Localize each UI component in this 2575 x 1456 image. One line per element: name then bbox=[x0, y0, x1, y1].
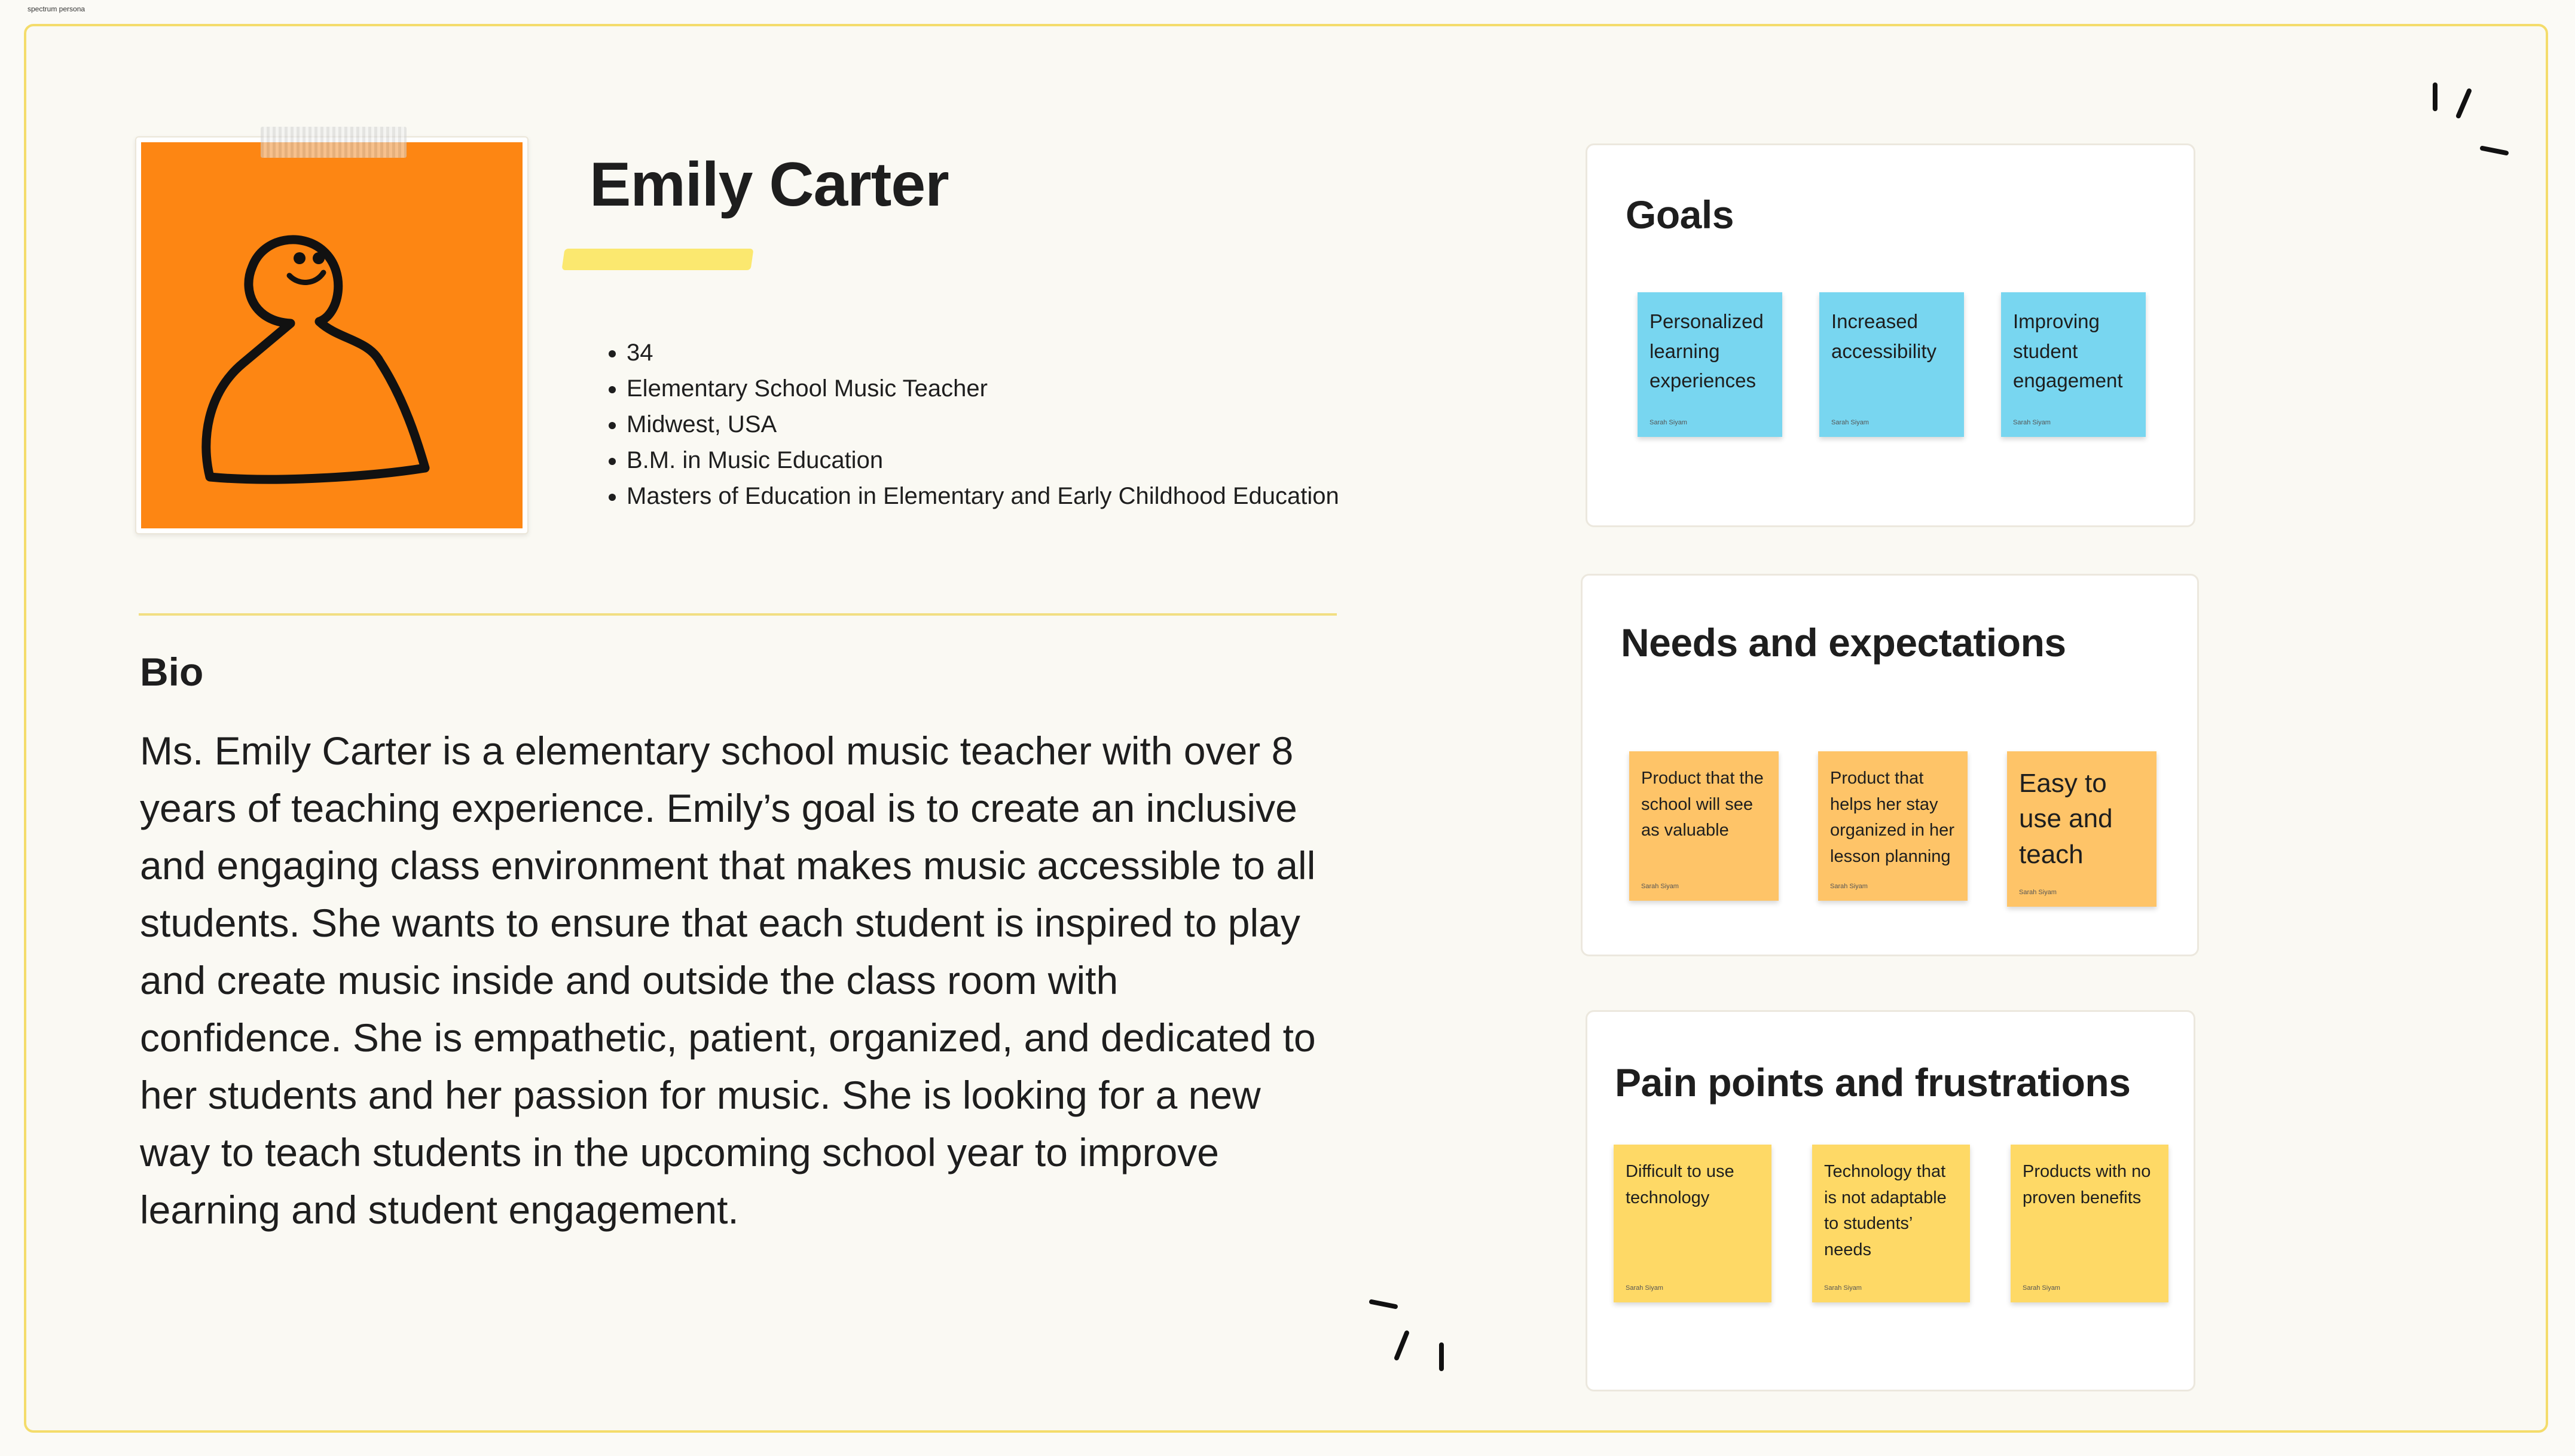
goals-title: Goals bbox=[1626, 192, 1734, 237]
fact-degree: • B.M. in Music Education bbox=[627, 442, 1350, 478]
persona-facts bbox=[604, 335, 1350, 514]
sticky-text: Product that helps her stay organized in her lesson planning bbox=[1830, 769, 1954, 866]
bio-text: Ms. Emily Carter is a elementary school music teacher with over 8 years of teaching experience. Emily’s goal is to create an inclusive and engaging class environment that makes music accessible to all students. She wants to ensure that each student is inspired to play and create music inside and outside the class room with confidence. She is empathetic, patient, organized, and dedicated to her students and her passion for music. She is looking for a new way to teach students in the upcoming school year to improve learning and student engagement. bbox=[140, 729, 1316, 1232]
bio-title: Bio bbox=[140, 650, 204, 694]
persona-name: Emily Carter bbox=[589, 150, 949, 219]
tape bbox=[261, 127, 407, 158]
sticky-text: Personalized learning experiences bbox=[1650, 310, 1764, 391]
avatar-card[interactable] bbox=[135, 136, 529, 534]
pain-point-sticky[interactable] bbox=[2011, 1145, 2168, 1302]
sticky-author: Sarah Siyam bbox=[1830, 883, 1868, 890]
fact-masters: • Masters of Education in Elementary and Early Childhood Education bbox=[627, 478, 1350, 514]
needs-panel bbox=[1581, 574, 2199, 956]
goal-sticky[interactable] bbox=[2001, 292, 2146, 437]
pain-points-panel bbox=[1586, 1010, 2195, 1391]
name-highlight bbox=[561, 249, 753, 270]
sticky-text: Products with no proven benefits bbox=[2023, 1162, 2151, 1207]
sticky-author: Sarah Siyam bbox=[2013, 419, 2051, 426]
pain-point-sticky[interactable] bbox=[1812, 1145, 1970, 1302]
sticky-author: Sarah Siyam bbox=[2019, 889, 2057, 896]
needs-title: Needs and expectations bbox=[1621, 620, 2066, 665]
sticky-text: Product that the school will see as valuable bbox=[1641, 769, 1764, 840]
fact-age: • 34 bbox=[627, 335, 1350, 371]
need-sticky[interactable] bbox=[2007, 751, 2156, 907]
sticky-text: Easy to use and teach bbox=[2019, 769, 2113, 869]
pain-points-title: Pain points and frustrations bbox=[1615, 1060, 2131, 1105]
pain-point-sticky[interactable] bbox=[1614, 1145, 1771, 1302]
goal-sticky[interactable] bbox=[1638, 292, 1782, 437]
goal-sticky[interactable] bbox=[1819, 292, 1964, 437]
sticky-author: Sarah Siyam bbox=[1626, 1284, 1663, 1292]
need-sticky[interactable] bbox=[1629, 751, 1779, 901]
sticky-author: Sarah Siyam bbox=[1650, 419, 1687, 426]
goals-panel bbox=[1586, 143, 2195, 527]
sticky-author: Sarah Siyam bbox=[1831, 419, 1869, 426]
person-doodle-icon bbox=[141, 142, 523, 528]
sticky-text: Difficult to use technology bbox=[1626, 1162, 1734, 1207]
need-sticky[interactable] bbox=[1818, 751, 1968, 901]
frame-label: spectrum persona bbox=[28, 5, 85, 13]
sparkle-top-right-icon bbox=[2427, 78, 2523, 161]
sticky-text: Improving student engagement bbox=[2013, 310, 2123, 391]
sticky-author: Sarah Siyam bbox=[1641, 883, 1679, 890]
avatar bbox=[141, 142, 523, 528]
sticky-author: Sarah Siyam bbox=[2023, 1284, 2060, 1292]
fact-location: • Midwest, USA bbox=[627, 406, 1350, 442]
sticky-author: Sarah Siyam bbox=[1824, 1284, 1862, 1292]
fact-occupation: • Elementary School Music Teacher bbox=[627, 371, 1350, 406]
divider bbox=[139, 613, 1337, 616]
sticky-text: Technology that is not adaptable to students’ needs bbox=[1824, 1162, 1947, 1259]
sparkle-bottom-center-icon bbox=[1363, 1291, 1459, 1375]
sticky-text: Increased accessibility bbox=[1831, 310, 1937, 362]
